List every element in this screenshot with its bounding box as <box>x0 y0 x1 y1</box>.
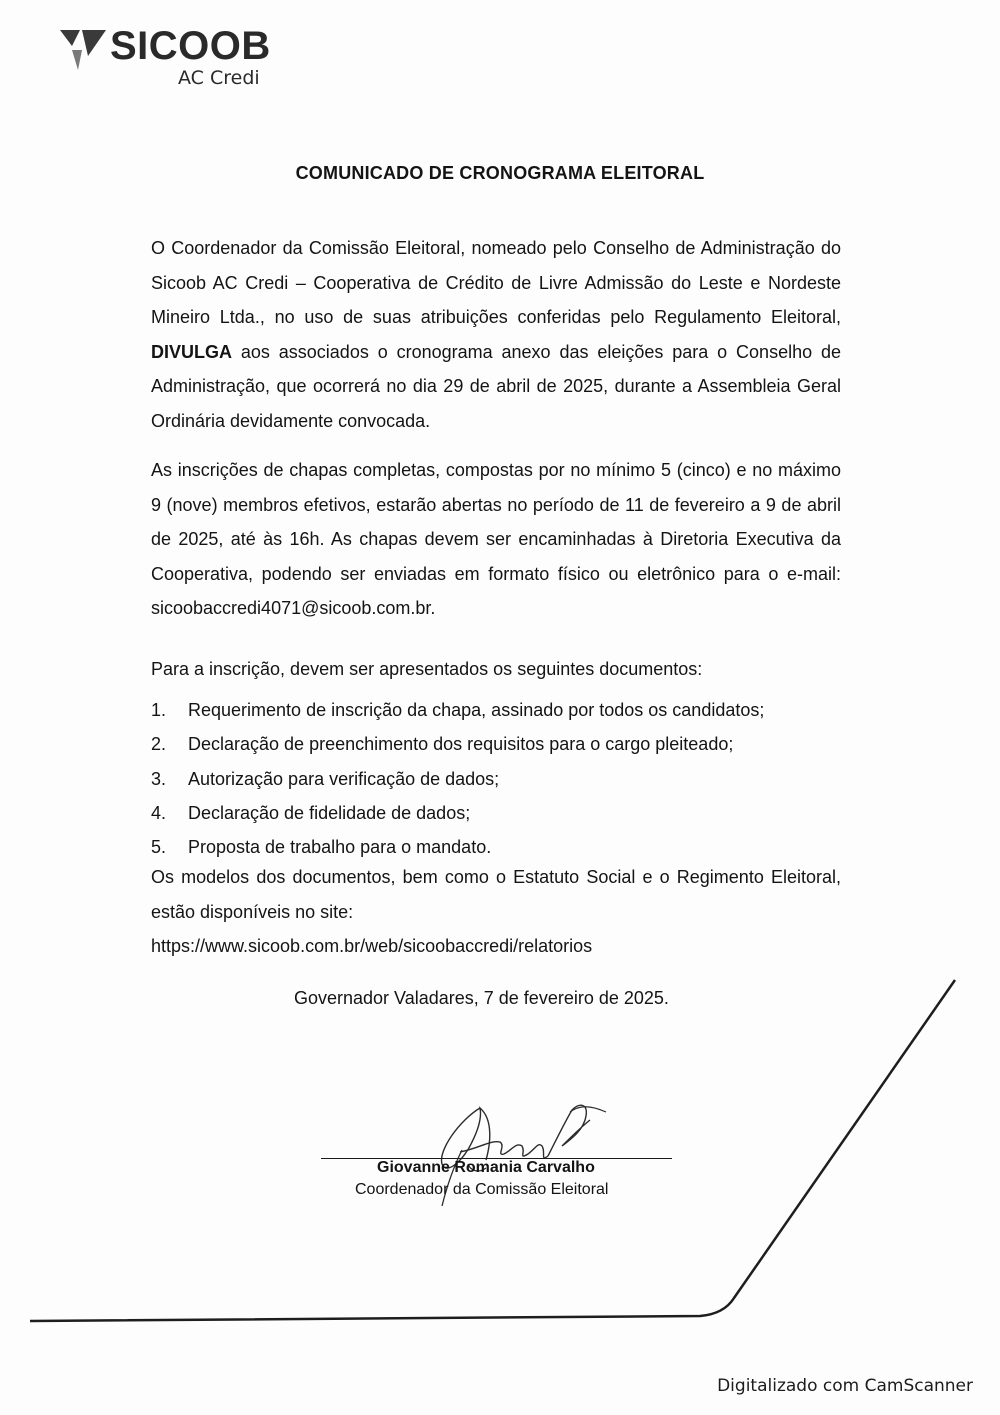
list-item-text: Proposta de trabalho para o mandato. <box>188 837 492 858</box>
documents-list <box>151 693 841 864</box>
scanner-watermark: Digitalizado com CamScanner <box>717 1376 973 1396</box>
list-item-number: 4. <box>151 802 167 823</box>
logo-subtitle: AC Credi <box>178 67 260 89</box>
list-item-text: Autorização para verificação de dados; <box>188 768 500 789</box>
page-title: COMUNICADO DE CRONOGRAMA ELEITORAL <box>295 163 705 183</box>
list-item-text: Declaração de preenchimento dos requisitos para o cargo pleiteado; <box>188 734 734 755</box>
list-item-text: Declaração de fidelidade de dados; <box>188 802 471 823</box>
list-item <box>151 693 841 727</box>
models-text: Os modelos dos documentos, bem como o Estatuto Social e o Regimento Eleitoral, estão disponíveis no site: <box>151 867 841 922</box>
list-item <box>151 796 841 830</box>
paragraph-registration: As inscrições de chapas completas, compostas por no mínimo 5 (cinco) e no máximo 9 (nove) membros efetivos, estarão abertas no período de 11 de fevereiro a 9 de abril de 2025, até às 16h. As chapas devem ser encaminhadas à Diretoria Executiva da Cooperativa, podendo ser enviadas em formato físico ou eletrônico para o e-mail: sicoobaccredi4071@sicoob.com.br. <box>151 460 841 618</box>
list-item-number: 2. <box>151 734 167 755</box>
paragraph-models <box>151 860 841 964</box>
paragraph-announcement-start: O Coordenador da Comissão Eleitoral, nomeado pelo Conselho de Administração do Sicoob AC Credi – Cooperativa de Crédito de Livre Admissão do Leste e Nordeste Mineiro Ltda., no uso de suas atribuições conferidas pelo Regulamento Eleitoral, <box>151 238 841 327</box>
sicoob-logo <box>58 22 288 92</box>
list-item-text: Requerimento de inscrição da chapa, assinado por todos os candidatos; <box>188 700 765 720</box>
logo-brand: SICOOB <box>110 24 271 68</box>
list-item <box>151 727 841 761</box>
documents-intro: Para a inscrição, devem ser apresentados os seguintes documentos: <box>151 659 703 679</box>
paragraph-announcement-end: aos associados o cronograma anexo das eleições para o Conselho de Administração, que ocorrerá no dia 29 de abril de 2025, durante a Assembleia Geral Ordinária devidamente convocada. <box>151 341 841 431</box>
sicoob-logo-mark-icon <box>58 26 110 72</box>
list-item-number: 5. <box>151 837 167 858</box>
reports-link[interactable]: https://www.sicoob.com.br/web/sicoobaccredi/relatorios <box>151 936 593 956</box>
signer-role: Coordenador da Comissão Eleitoral <box>355 1181 609 1198</box>
paragraph-announcement <box>151 231 841 438</box>
signer-name: Giovanne Romania Carvalho <box>377 1159 595 1176</box>
list-item <box>151 762 841 796</box>
keyword-divulga: DIVULGA <box>151 341 232 362</box>
place-date: Governador Valadares, 7 de fevereiro de 2025. <box>294 988 669 1008</box>
list-item-number: 1. <box>151 700 167 720</box>
list-item-number: 3. <box>151 768 167 789</box>
